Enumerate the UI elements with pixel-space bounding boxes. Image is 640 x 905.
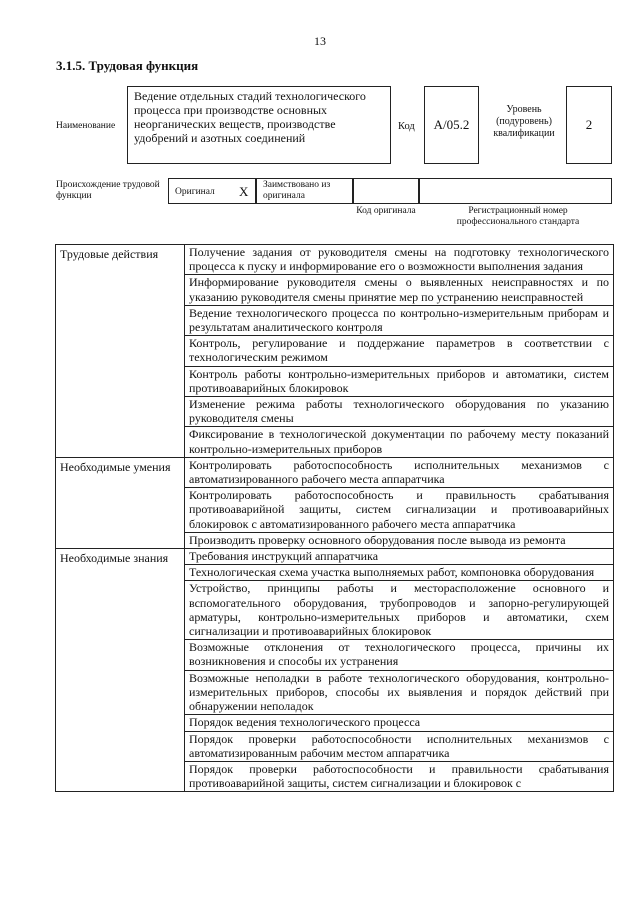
list-item: Контролировать работоспособность и правильность срабатывания противоаварийной защиты, систем сигнализации и противоаварийных блокировок с автоматизированного рабочего места аппаратчика	[185, 488, 613, 533]
table-row	[56, 457, 614, 548]
list-item: Технологическая схема участка выполняемых работ, компоновка оборудования	[185, 565, 613, 581]
borrowed-label: Заимствовано из оригинала	[256, 178, 353, 204]
function-name: Ведение отдельных стадий технологического процесса при производстве основных неорганических веществ, производстве удобрений и азотных соединений	[127, 86, 391, 164]
list-item: Устройство, принципы работы и месторасположение основного и вспомогательного оборудования, трубопроводов и запорно-регулирующей арматуры, контрольно-измерительных приборов и автоматики, схем сигнализации и противоаварийных блокировок	[185, 581, 613, 640]
qualification-level: 2	[566, 86, 612, 164]
list-item: Изменение режима работы технологического оборудования по указанию руководителя смены	[185, 397, 613, 427]
code-original-caption: Код оригинала	[356, 206, 416, 216]
row-items	[185, 457, 614, 548]
origin-label: Происхождение трудовой функции	[56, 180, 160, 201]
list-item: Фиксирование в технологической документации по рабочему месту показаний контрольно-измерительных приборов	[189, 427, 609, 456]
row-items	[185, 245, 614, 458]
code-original-cell	[353, 178, 419, 204]
function-code: А/05.2	[424, 86, 479, 164]
list-item: Производить проверку основного оборудования после вывода из ремонта	[189, 532, 566, 547]
page-number: 13	[314, 34, 326, 48]
qualification-level-label: Уровень (подуровень) квалификации	[493, 104, 555, 139]
list-item: Информирование руководителя смены о выявленных неисправностях и по указанию руководителя смены принятие мер по устранению неисправностей	[185, 275, 613, 305]
row-category: Необходимые знания	[56, 549, 185, 792]
original-cell	[168, 178, 256, 204]
list-item: Порядок ведения технологического процесса	[185, 715, 613, 731]
original-mark: X	[239, 184, 249, 199]
row-category: Трудовые действия	[56, 245, 185, 458]
table-row	[56, 549, 614, 792]
row-items	[185, 549, 614, 792]
table-row	[56, 245, 614, 458]
list-item: Возможные неполадки в работе технологического оборудования, контрольно-измерительных приборов, способы их выявления и порядок действий при обнаружении неполадок	[185, 671, 613, 716]
reg-number-cell	[419, 178, 612, 204]
list-item: Требования инструкций аппаратчика	[185, 549, 613, 565]
list-item: Получение задания от руководителя смены на подготовку технологического процесса к пуску и информирование его о возможности выполнения задания	[185, 245, 613, 275]
list-item: Возможные отклонения от технологического процесса, причины их возникновения и способы их устранения	[185, 640, 613, 670]
list-item: Ведение технологического процесса по контрольно-измерительным приборам и результатам аналитического контроля	[185, 306, 613, 336]
list-item: Контролировать работоспособность исполнительных механизмов с автоматизированного рабочего места аппаратчика	[185, 458, 613, 488]
list-item: Контроль, регулирование и поддержание параметров в соответствии с технологическим режимом	[185, 336, 613, 366]
name-label: Наименование	[56, 121, 116, 131]
reg-number-caption: Регистрационный номер профессионального стандарта	[456, 206, 580, 227]
list-item: Контроль работы контрольно-измерительных приборов и автоматики, систем противоаварийных блокировок	[185, 367, 613, 397]
row-category: Необходимые умения	[56, 457, 185, 548]
list-item: Порядок проверки работоспособности исполнительных механизмов с автоматизированным рабочим местом аппаратчика	[185, 732, 613, 762]
section-title: 3.1.5. Трудовая функция	[56, 58, 199, 73]
original-label: Оригинал	[175, 187, 215, 197]
code-label: Код	[398, 121, 415, 132]
list-item: Порядок проверки работоспособности и правильности срабатывания противоаварийной защиты, систем сигнализации и блокировок с	[189, 761, 609, 791]
function-table	[55, 244, 614, 792]
